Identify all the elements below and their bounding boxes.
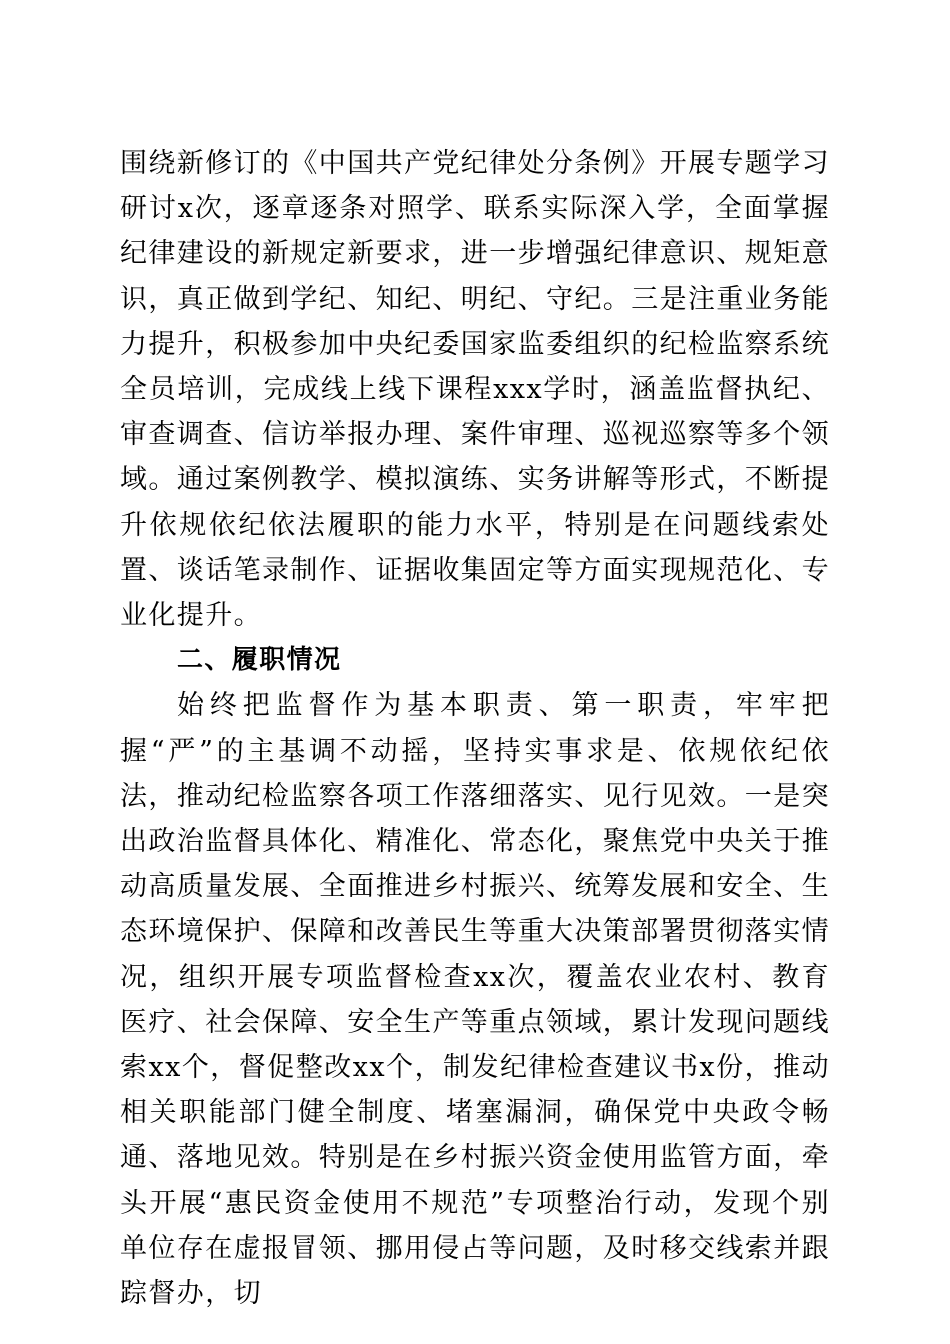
section-heading: 二、履职情况 — [177, 645, 342, 676]
paragraph-continued: 围绕新修订的《中国共产党纪律处分条例》开展专题学习研讨x次，逐章逐条对照学、联系实际深入学，全面掌握纪律建设的新规定新要求，进一步增强纪律意识、规矩意识，真正做到学纪、知纪、明纪、守纪。三是注重业务能力提升，积极参加中央纪委国家监委组织的纪检监察系统全员培训，完成线上线下课程xxx学时，涵盖监督执纪、审查调查、信访举报办理、案件审理、巡视巡察等多个领域。通过案例教学、模拟演练、实务讲解等形式，不断提升依规依纪依法履职的能力水平，特别是在问题线索处置、谈话笔录制作、证据收集固定等方面实现规范化、专业化提升。 — [120, 148, 830, 632]
paragraph-performance: 始终把监督作为基本职责、第一职责，牢牢把握“严”的主基调不动摇，坚持实事求是、依规依纪依法，推动纪检监察各项工作落细落实、见行见效。一是突出政治监督具体化、精准化、常态化，聚焦党中央关于推动高质量发展、全面推进乡村振兴、统筹发展和安全、生态环境保护、保障和改善民生等重大决策部署贯彻落实情况，组织开展专项监督检查xx次，覆盖农业农村、教育医疗、社会保障、安全生产等重点领域，累计发现问题线索xx个，督促整改xx个，制发纪律检查建议书x份，推动相关职能部门健全制度、堵塞漏洞，确保党中央政令畅通、落地见效。特别是在乡村振兴资金使用监管方面，牵头开展“惠民资金使用不规范”专项整治行动，发现个别单位存在虚报冒领、挪用侵占等问题，及时移交线索并跟踪督办，切 — [120, 690, 830, 1310]
document-body — [120, 141, 830, 1316]
